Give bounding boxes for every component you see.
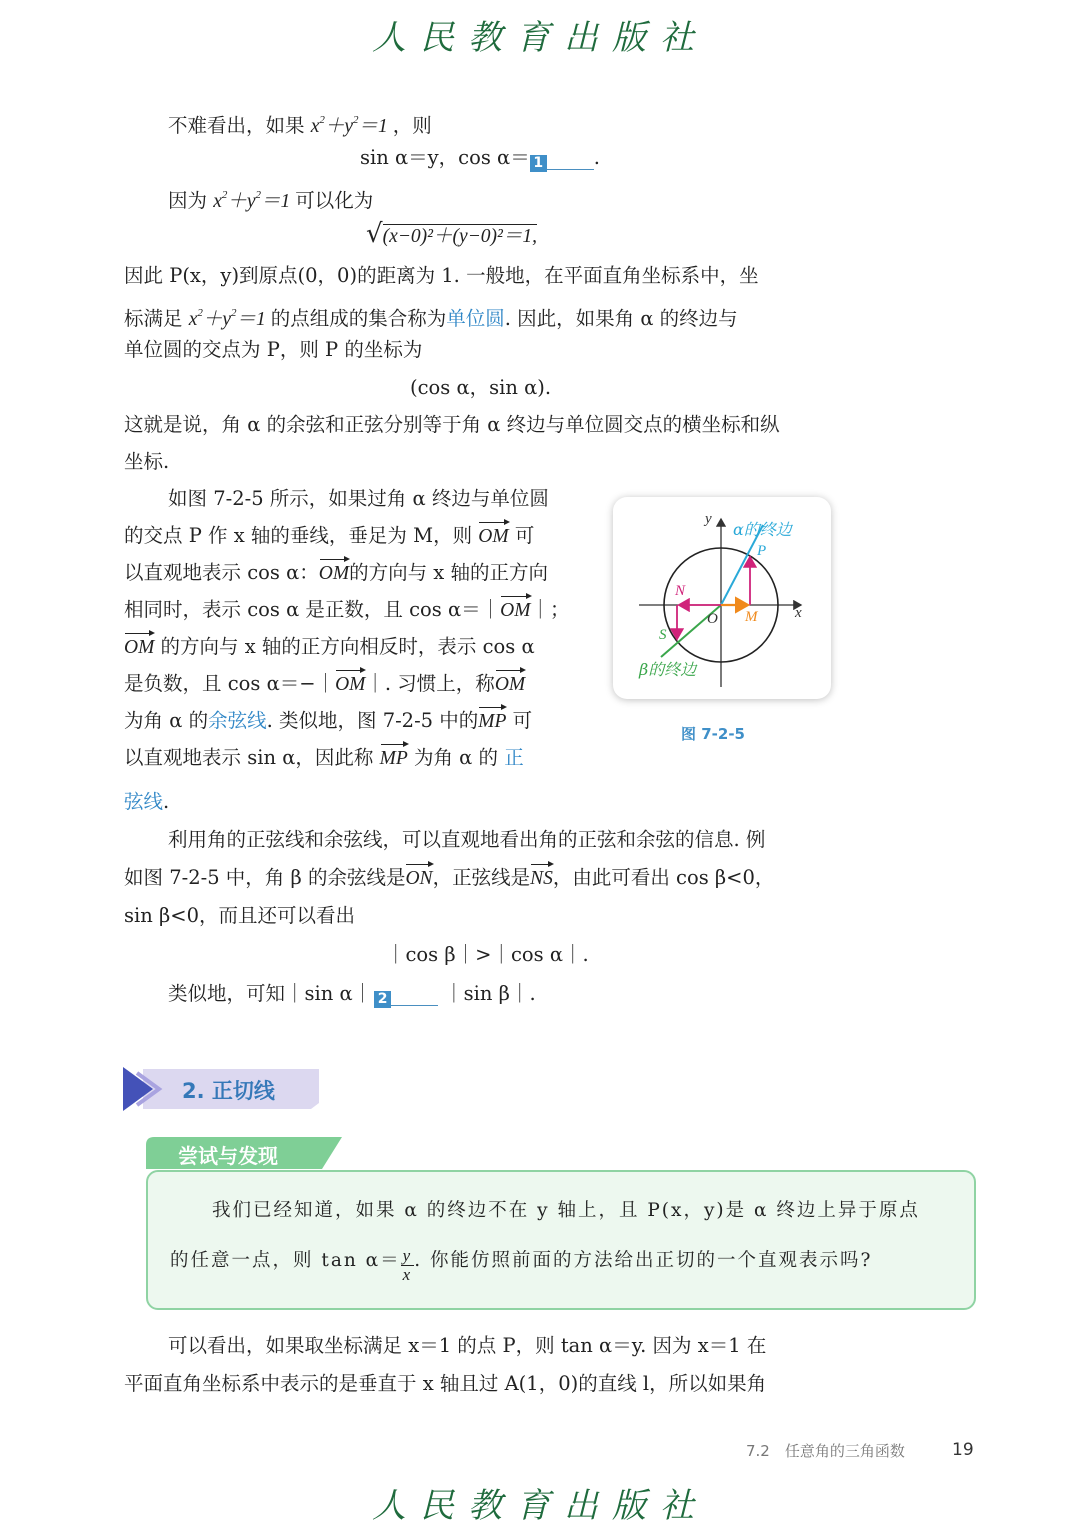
var-x: x [310, 116, 320, 137]
label-p: P [757, 543, 767, 559]
paragraph-line: 平面直角坐标系中表示的是垂直于 x 轴且过 A(1，0)的直线 l，所以如果角 [124, 1372, 767, 1395]
vector-on: ON [405, 868, 433, 889]
beta-terminal-label: β的终边 [639, 660, 697, 679]
paragraph-line [124, 709, 532, 734]
term-cosine-line[interactable]: 余弦线 [208, 709, 267, 732]
var-y: y [344, 116, 354, 137]
text: . 类似地，图 7-2-5 中的 [266, 709, 479, 732]
label-o: O [707, 611, 718, 627]
answer-blank-2[interactable] [374, 985, 438, 1006]
figure-caption: 图 7-2-5 [681, 725, 745, 743]
text: ｜. 习惯上，称 [365, 672, 495, 695]
paragraph-line: 因此 P(x，y)到原点(0，0)的距离为 1. 一般地，在平面直角坐标系中，坐 [124, 264, 759, 287]
publisher-watermark-bottom: 人民教育出版社 [372, 1486, 708, 1526]
var-y: y [246, 191, 256, 212]
text: ｜sin β｜. [444, 982, 536, 1005]
var-y: y [222, 309, 232, 330]
fraction-num: y [402, 1246, 413, 1265]
text: 的点组成的集合称为 [270, 307, 447, 330]
text: ｜； [530, 598, 570, 621]
equation-text: sin α＝y，cos α＝ [360, 146, 530, 169]
term-unit-circle[interactable]: 单位圆 [446, 307, 505, 330]
paragraph-line [124, 672, 525, 697]
paragraph-line [124, 561, 548, 586]
publisher-watermark-top: 人民教育出版社 [372, 18, 708, 58]
fraction-den: x [402, 1265, 413, 1284]
vector-om: OM [318, 563, 350, 584]
eq-rest: ＝1 [236, 309, 266, 330]
paragraph-line: 单位圆的交点为 P，则 P 的坐标为 [124, 338, 423, 361]
vector-om: OM [494, 674, 526, 695]
text: 因为 [168, 189, 208, 212]
paragraph-line: 坐标. [124, 450, 170, 473]
vector-mp: MP [379, 748, 408, 769]
try-text-line [170, 1246, 872, 1284]
equation-inline: $x^2+y^2=1$ [188, 307, 266, 330]
term-sine-line[interactable]: 正 [504, 746, 524, 769]
text: 可 [512, 709, 533, 732]
paragraph-line [124, 301, 738, 332]
paragraph-line: 如图 7-2-5 所示，如果过角 α 终边与单位圆 [168, 487, 549, 510]
text: 类似地，可知｜sin α｜ [168, 982, 373, 1005]
text: 的任意一点，则 tan α＝ [170, 1250, 401, 1271]
label-x: x [795, 605, 802, 621]
text: 不难看出，如果 [168, 114, 305, 137]
text: . [163, 790, 170, 813]
exp: 2 [353, 114, 359, 126]
equation-line [360, 146, 600, 170]
text: 标满足 [124, 307, 183, 330]
eq-rest: ＝1 [261, 191, 291, 212]
exp: 2 [197, 307, 203, 319]
section-title: 2. 正切线 [182, 1079, 275, 1103]
paragraph-line [168, 108, 432, 139]
try-text-line: 我们已经知道，如果 α 的终边不在 y 轴上，且 P(x，y)是 α 终边上异于原点 [212, 1200, 920, 1221]
vector-om: OM [335, 674, 366, 695]
var-x: x [213, 191, 222, 212]
paragraph-line: sin β<0，而且还可以看出 [124, 904, 356, 927]
vector-om: OM [124, 637, 155, 658]
text: 相同时，表示 cos α 是正数，且 cos α＝｜ [124, 598, 501, 621]
term-sine-line[interactable]: 弦线 [124, 790, 164, 813]
vector-ns: NS [530, 868, 553, 889]
paragraph-line [124, 866, 774, 891]
paragraph-line [124, 524, 534, 549]
blank-number: 2 [374, 991, 391, 1008]
figure-7-2-5 [613, 497, 831, 699]
var-x: x [188, 309, 198, 330]
text: . 因此，如果角 α 的终边与 [504, 307, 738, 330]
sqrt-sign: √ [366, 219, 383, 249]
page-number: 19 [952, 1440, 974, 1460]
equation-line [366, 219, 537, 249]
text: 以直观地表示 cos α： [124, 561, 319, 584]
label-m: M [745, 609, 758, 625]
label-s: S [659, 627, 667, 643]
sqrt-equation: (x−0)²＋(y−0)²＝1, [382, 226, 537, 247]
answer-blank-1[interactable] [530, 149, 594, 170]
vector-mp: MP [478, 711, 507, 732]
eq-rest: ＝1 [358, 116, 388, 137]
exp: 2 [255, 189, 262, 201]
text: 如图 7-2-5 中，角 β 的余弦线是 [124, 866, 406, 889]
exp: 2 [319, 114, 325, 126]
paragraph-line [124, 746, 524, 771]
alpha-terminal-label: α的终边 [733, 520, 792, 539]
text: ，正弦线是 [432, 866, 531, 889]
paragraph-line [168, 982, 536, 1006]
vector-om: OM [478, 526, 509, 547]
equation-inline: $x^2+y^2=1$ [310, 114, 388, 137]
fraction-y-over-x [401, 1247, 415, 1284]
label-n: N [675, 583, 686, 599]
paragraph-line: 利用角的正弦线和余弦线，可以直观地看出角的正弦和余弦的信息. 例 [168, 828, 766, 851]
paragraph-line [124, 790, 169, 814]
paragraph-line: 这就是说，角 α 的余弦和正弦分别等于角 α 终边与单位圆交点的横坐标和纵 [124, 413, 780, 436]
try-and-discover-box [146, 1170, 976, 1310]
text: 可以化为 [295, 189, 374, 212]
exp: 2 [231, 307, 237, 319]
equation-inline: $x^2+y^2=1$ [213, 189, 291, 212]
text: 的交点 P 作 x 轴的垂线，垂足为 M，则 [124, 524, 473, 547]
text: 是负数，且 cos α＝−｜ [124, 672, 336, 695]
equation-line: ｜cos β｜>｜cos α｜. [386, 943, 589, 966]
paragraph-line [124, 635, 535, 660]
text: 的方向与 x 轴的正方向 [349, 561, 548, 584]
text: ，则 [392, 114, 432, 137]
text: 可 [514, 524, 535, 547]
period: . [593, 146, 600, 169]
footer-section-title: 7.2 任意角的三角函数 [746, 1442, 905, 1460]
label-y: y [705, 511, 712, 527]
blank-number: 1 [530, 155, 547, 172]
equation-line: (cos α，sin α). [410, 376, 552, 399]
vector-om: OM [500, 600, 531, 621]
try-tab-label: 尝试与发现 [178, 1144, 278, 1168]
paragraph-line [124, 598, 570, 623]
paragraph-line: 可以看出，如果取坐标满足 x＝1 的点 P，则 tan α＝y. 因为 x＝1 在 [168, 1334, 767, 1357]
text: 为角 α 的 [124, 709, 209, 732]
text: . 你能仿照前面的方法给出正切的一个直观表示吗? [414, 1250, 873, 1271]
text: 以直观地表示 sin α，因此称 [124, 746, 374, 769]
exp: 2 [221, 189, 228, 201]
text: 的方向与 x 轴的正方向相反时，表示 cos α [160, 635, 535, 658]
paragraph-line [168, 183, 373, 214]
text: 为角 α 的 [413, 746, 499, 769]
text: ，由此可看出 cos β<0， [552, 866, 775, 889]
